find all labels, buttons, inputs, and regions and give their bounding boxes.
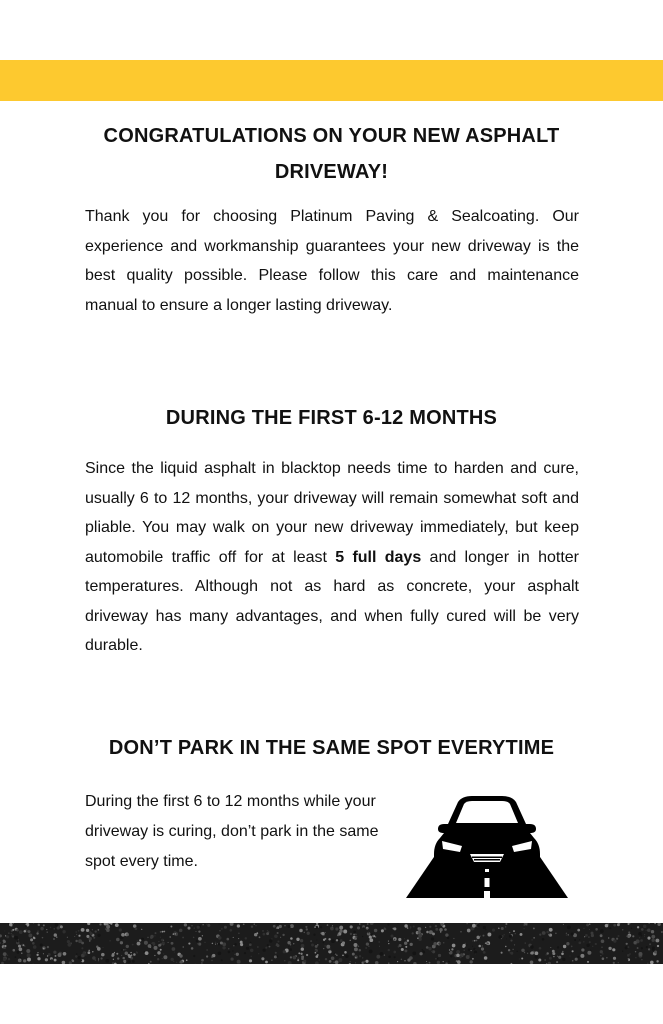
top-yellow-banner [0, 60, 663, 101]
thank-you-paragraph: Thank you for choosing Platinum Paving & Sealcoating. Our experience and workmanship guarantees your new driveway is the best quality possible. Please follow this care and maintenance manual to ensure a longer lasting driveway. [85, 208, 579, 314]
dont-park-heading: DON’T PARK IN THE SAME SPOT EVERYTIME [108, 737, 555, 759]
congratulations-heading: CONGRATULATIONS ON YOUR NEW ASPHALT DRIVEWAY! [103, 125, 560, 183]
car-on-road-icon [406, 796, 568, 898]
first-months-heading: DURING THE FIRST 6-12 MONTHS [165, 407, 498, 429]
asphalt-texture-strip [0, 923, 663, 964]
dont-park-paragraph: During the first 6 to 12 months while your driveway is curing, don’t park in the same spot every time. [85, 793, 379, 870]
curing-text-end: and longer in hotter temperatures. Although not as hard as concrete, your asphalt driveway has many advantages, and when fully cured will be very durable. [85, 548, 579, 654]
curing-paragraph [85, 454, 579, 661]
five-full-days-emphasis: 5 full days [335, 548, 422, 566]
curing-text-start: Since the liquid asphalt in blacktop needs time to harden and cure, usually 6 to 12 months, your driveway will remain somewhat soft and pliable. You may walk on your new driveway immediately, but keep automobile traffic off for at least [85, 460, 579, 566]
asphalt-texture [0, 923, 663, 964]
